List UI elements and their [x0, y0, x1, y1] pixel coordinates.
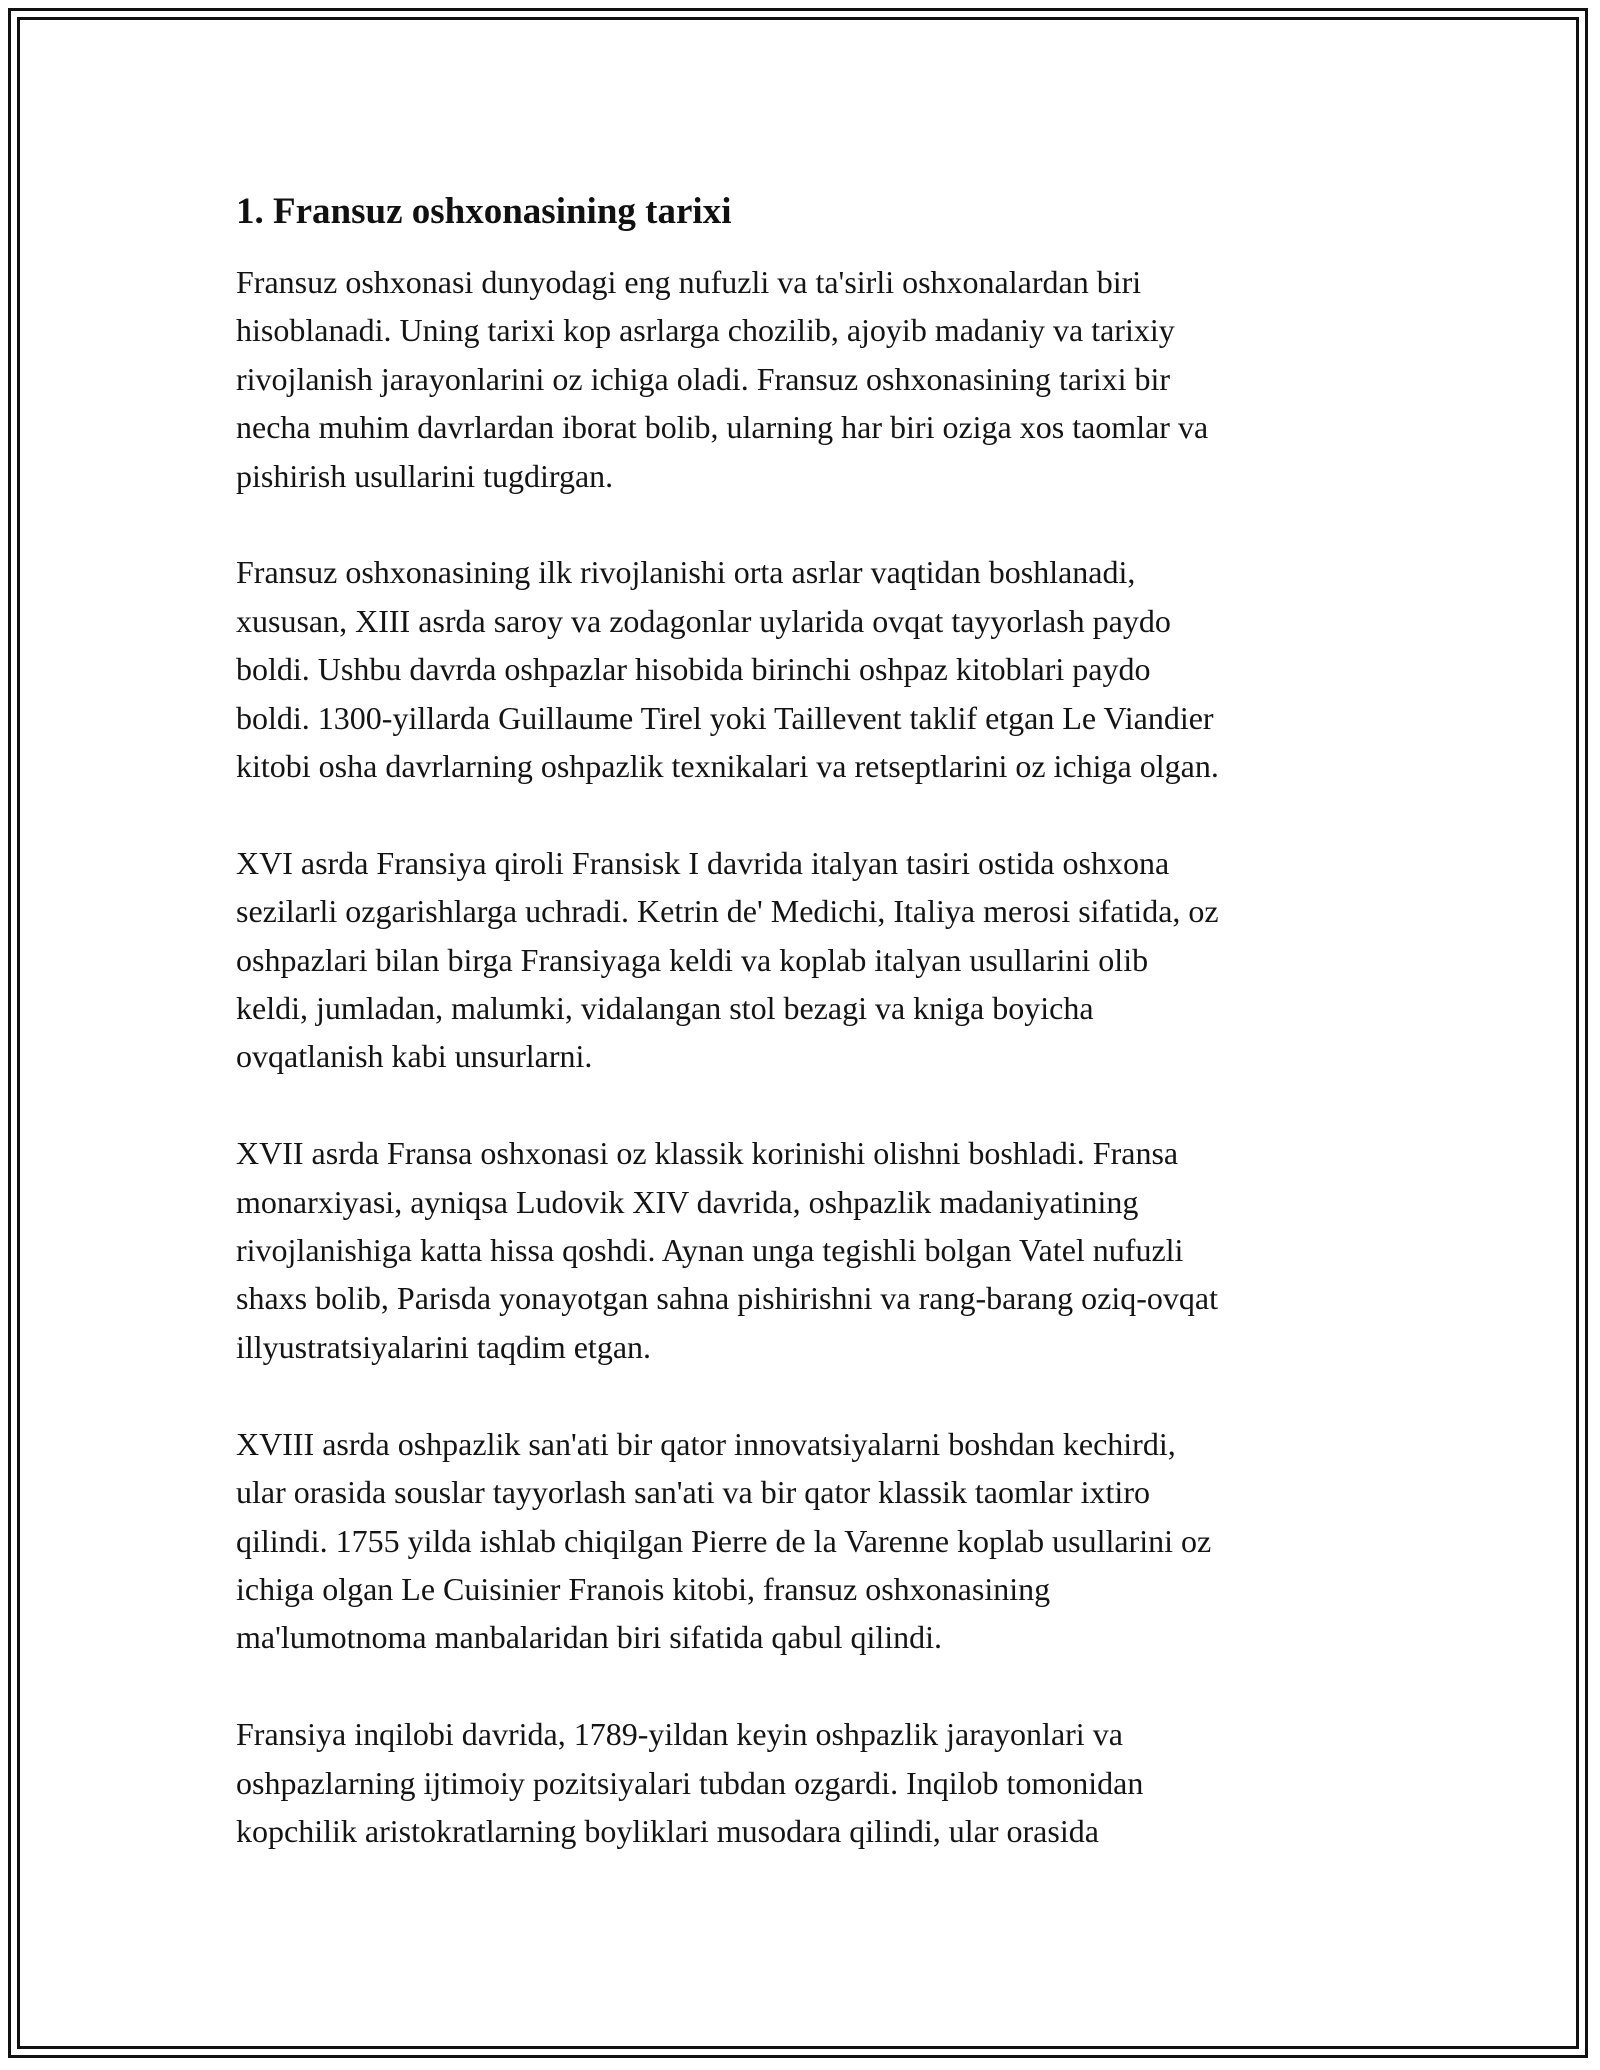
text-line: necha muhim davrlardan iborat bolib, ularning har biri oziga xos taomlar va [236, 409, 1209, 446]
text-line: ma'lumotnoma manbalaridan biri sifatida qabul qilindi. [236, 1619, 943, 1656]
text-line: shaxs bolib, Parisda yonayotgan sahna pishirishni va rang-barang oziq-ovqat [236, 1280, 1218, 1317]
text-line: rivojlanishiga katta hissa qoshdi. Aynan unga tegishli bolgan Vatel nufuzli [236, 1232, 1184, 1269]
text-line: keldi, jumladan, malumki, vidalangan stol bezagi va kniga boyicha [236, 990, 1094, 1027]
text-line: Fransuz oshxonasi dunyodagi eng nufuzli va ta'sirli oshxonalardan biri [236, 264, 1142, 300]
text-line: pishirish usullarini tugdirgan. [236, 457, 614, 494]
text-line: sezilarli ozgarishlarga uchradi. Ketrin de' Medichi, Italiya merosi sifatida, oz [236, 893, 1219, 930]
document-body [236, 186, 1376, 1904]
text-line: ichiga olgan Le Cuisinier Franois kitobi, fransuz oshxonasining [236, 1570, 1051, 1607]
text-line: boldi. 1300-yillarda Guillaume Tirel yoki Taillevent taklif etgan Le Viandier [236, 699, 1214, 736]
paragraph-4 [236, 1129, 1376, 1371]
text-line: XVI asrda Fransiya qiroli Fransisk I davrida italyan tasiri ostida oshxona [236, 844, 1170, 881]
text-line: XVII asrda Fransa oshxonasi oz klassik korinishi olishni boshladi. Fransa [236, 1135, 1179, 1172]
paragraph-3 [236, 839, 1376, 1081]
text-line: hisoblanadi. Uning tarixi kop asrlarga chozilib, ajoyib madaniy va tarixiy [236, 312, 1175, 349]
text-line: illyustratsiyalarini taqdim etgan. [236, 1328, 652, 1365]
text-line: oshpazlari bilan birga Fransiyaga keldi va koplab italyan usullarini olib [236, 941, 1149, 978]
text-line: XVIII asrda oshpazlik san'ati bir qator innovatsiyalarni boshdan kechirdi, [236, 1425, 1176, 1462]
paragraph-5 [236, 1420, 1376, 1662]
paragraph-1 [236, 258, 1376, 500]
text-line: ovqatlanish kabi unsurlarni. [236, 1038, 593, 1075]
text-line: Fransiya inqilobi davrida, 1789-yildan keyin oshpazlik jarayonlari va [236, 1716, 1123, 1753]
text-line: kopchilik aristokratlarning boyliklari musodara qilindi, ular orasida [236, 1812, 1099, 1849]
paragraph-6 [236, 1710, 1376, 1855]
text-line: kitobi osha davrlarning oshpazlik texnikalari va retseptlarini oz ichiga olgan. [236, 748, 1219, 785]
text-line: rivojlanish jarayonlarini oz ichiga oladi. Fransuz oshxonasining tarixi bir [236, 360, 1171, 397]
text-line: ular orasida souslar tayyorlash san'ati va bir qator klassik taomlar ixtiro [236, 1474, 1150, 1511]
text-line: qilindi. 1755 yilda ishlab chiqilgan Pierre de la Varenne koplab usullarini oz [236, 1522, 1212, 1559]
text-line: monarxiyasi, ayniqsa Ludovik XIV davrida, oshpazlik madaniyatining [236, 1183, 1139, 1220]
text-line: Fransuz oshxonasining ilk rivojlanishi orta asrlar vaqtidan boshlanadi, [236, 554, 1136, 591]
section-heading: 1. Fransuz oshxonasining tarixi [236, 191, 732, 232]
text-line: boldi. Ushbu davrda oshpazlar hisobida birinchi oshpaz kitoblari paydo [236, 651, 1151, 688]
text-line: xususan, XIII asrda saroy va zodagonlar uylarida ovqat tayyorlash paydo [236, 602, 1171, 639]
text-line: oshpazlarning ijtimoiy pozitsiyalari tubdan ozgardi. Inqilob tomonidan [236, 1764, 1144, 1801]
paragraph-2 [236, 548, 1376, 790]
